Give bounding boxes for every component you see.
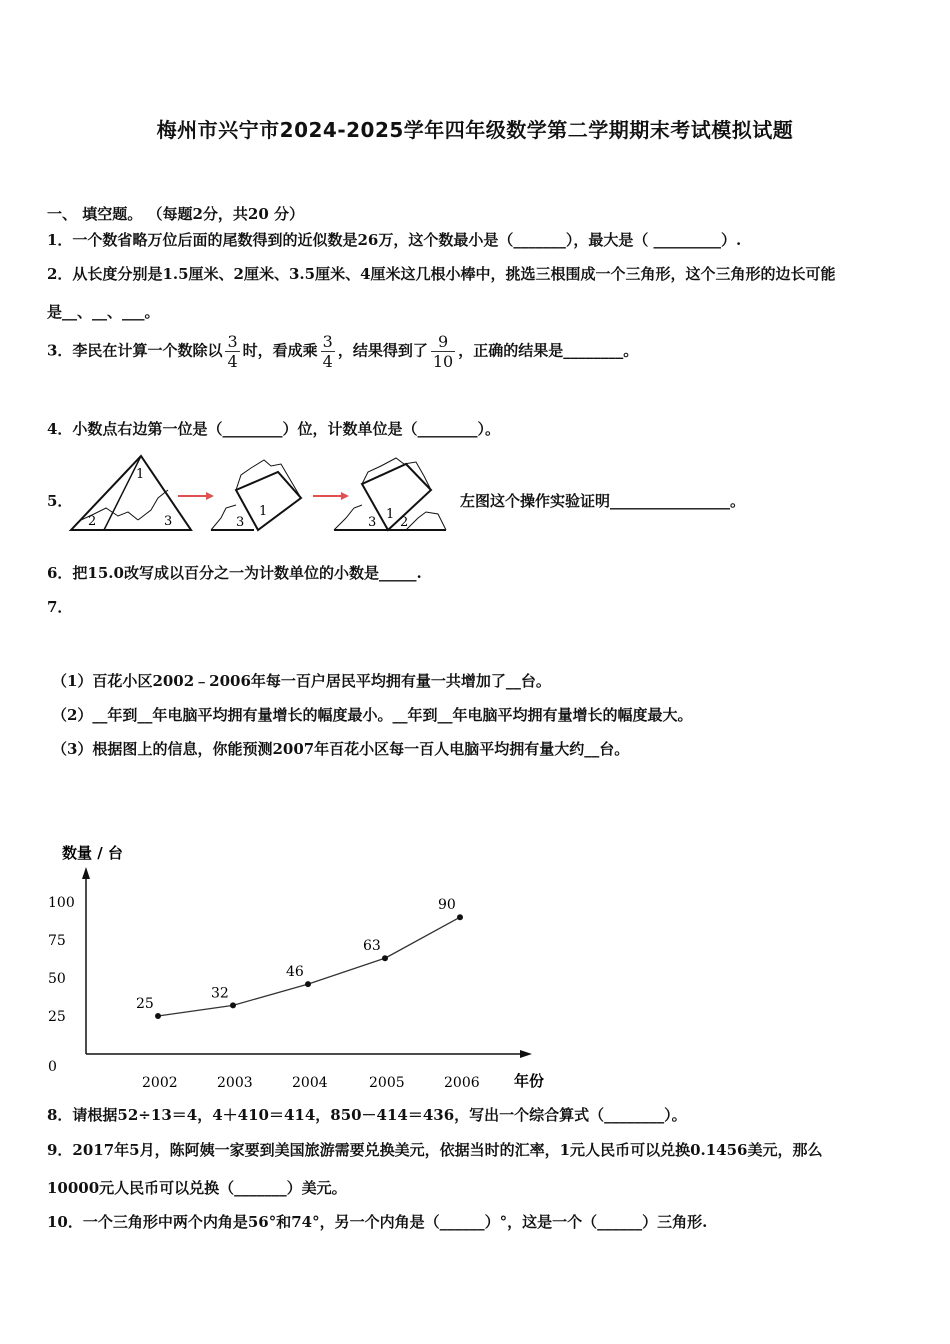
question-4: 4．小数点右边第一位是（________）位，计数单位是（________）。 — [47, 420, 500, 438]
angle-label: 3 — [236, 515, 245, 530]
question-8: 8．请根据52÷13＝4，4＋410＝414，850－414＝436，写出一个综合算式（________）。 — [47, 1106, 687, 1124]
fraction-denominator: 4 — [322, 352, 333, 371]
y-tick-label: 100 — [48, 895, 75, 911]
question-7-number: 7． — [47, 598, 73, 616]
data-point — [230, 1002, 236, 1008]
series-line — [158, 917, 460, 1016]
question-3-part-3: ，结果得到了 — [337, 341, 428, 360]
y-tick-label: 75 — [48, 933, 66, 949]
x-tick-label: 2002 — [142, 1075, 178, 1091]
y-axis-arrow — [82, 867, 90, 879]
fraction-3-4-b — [321, 332, 335, 371]
x-axis-title: 年份 — [514, 1072, 545, 1090]
question-3 — [47, 332, 638, 371]
tear-line-6 — [334, 505, 362, 530]
angle-label: 1 — [259, 504, 268, 519]
x-axis-arrow — [520, 1050, 532, 1058]
page-title: 梅州市兴宁市2024-2025学年四年级数学第二学期期末考试模拟试题 — [156, 118, 794, 142]
data-label: 32 — [211, 985, 229, 1002]
question-9-line-2: 10000元人民币可以兑换（_______）美元。 — [47, 1179, 347, 1197]
x-tick-label: 2006 — [444, 1075, 480, 1091]
fraction-denominator: 4 — [227, 352, 238, 371]
question-2-line-2: 是__、__、___。 — [47, 303, 160, 321]
fraction-3-4-a — [225, 332, 239, 371]
data-point — [305, 981, 311, 987]
fraction-9-10 — [431, 332, 455, 371]
question-10: 10．一个三角形中两个内角是56°和74°，另一个内角是（______）°，这是一个（______）三角形. — [47, 1213, 708, 1231]
fraction-denominator: 10 — [432, 352, 454, 371]
data-label: 63 — [363, 938, 381, 955]
question-3-part-2: 时，看成乘 — [242, 341, 318, 360]
data-label: 46 — [286, 964, 304, 981]
y-tick-label: 0 — [48, 1059, 57, 1075]
tear-line-4 — [211, 505, 236, 530]
angle-label: 1 — [386, 507, 395, 522]
question-2-line-1: 2．从长度分别是1.5厘米、2厘米、3.5厘米、4厘米这几根小棒中，挑选三根围成一个三角形，这个三角形的边长可能 — [47, 265, 836, 283]
question-7-sub-3: （3）根据图上的信息，你能预测2007年百花小区每一百人电脑平均拥有量大约__台。 — [52, 740, 630, 758]
arrow-2 — [313, 492, 349, 500]
x-tick-label: 2004 — [292, 1075, 328, 1091]
question-3-part-4: ，正确的结果是________。 — [458, 341, 639, 360]
y-tick-label: 25 — [48, 1009, 66, 1025]
x-tick-label: 2005 — [369, 1075, 405, 1091]
question-3-part-1: 3．李民在计算一个数除以 — [47, 341, 223, 360]
y-tick-label: 50 — [48, 971, 66, 987]
data-point — [457, 914, 463, 920]
angle-label: 2 — [400, 515, 409, 530]
question-5-number: 5． — [47, 492, 73, 510]
angle-label: 2 — [88, 514, 97, 529]
data-label: 25 — [136, 996, 154, 1012]
tear-line-5 — [362, 458, 431, 490]
angle-label: 3 — [368, 515, 377, 530]
tear-line-7 — [406, 512, 446, 530]
fraction-numerator: 9 — [431, 332, 455, 352]
data-point — [155, 1013, 161, 1019]
line-chart — [40, 835, 570, 1095]
fraction-numerator: 3 — [227, 332, 238, 351]
tear-line-3 — [236, 460, 301, 498]
fraction-numerator: 3 — [322, 332, 333, 351]
triangle-experiment-figure — [66, 450, 456, 536]
y-axis-title: 数量 / 台 — [62, 844, 123, 862]
question-9-line-1: 9．2017年5月，陈阿姨一家要到美国旅游需要兑换美元，依据当时的汇率，1元人民币可以兑换0.1456美元，那么 — [47, 1141, 823, 1159]
question-7-sub-2: （2）__年到__年电脑平均拥有量增长的幅度最小。__年到__年电脑平均拥有量增长的幅度最大。 — [52, 706, 693, 724]
question-7-sub-1: （1）百花小区2002﹣2006年每一百户居民平均拥有量一共增加了__台。 — [52, 672, 551, 690]
arrow-1 — [178, 492, 214, 500]
question-6: 6．把15.0改写成以百分之一为计数单位的小数是_____. — [47, 564, 422, 582]
question-5-text: 左图这个操作实验证明________________。 — [460, 492, 746, 510]
section-heading: 一、 填空题。 （每题2分，共20 分） — [47, 205, 304, 223]
data-point — [382, 955, 388, 961]
data-label: 90 — [438, 897, 456, 914]
angle-label: 1 — [136, 467, 145, 482]
question-1: 1．一个数省略万位后面的尾数得到的近似数是26万，这个数最小是（_______），最大是（ _________）. — [47, 231, 742, 249]
x-tick-label: 2003 — [217, 1075, 253, 1091]
angle-label: 3 — [164, 514, 173, 529]
